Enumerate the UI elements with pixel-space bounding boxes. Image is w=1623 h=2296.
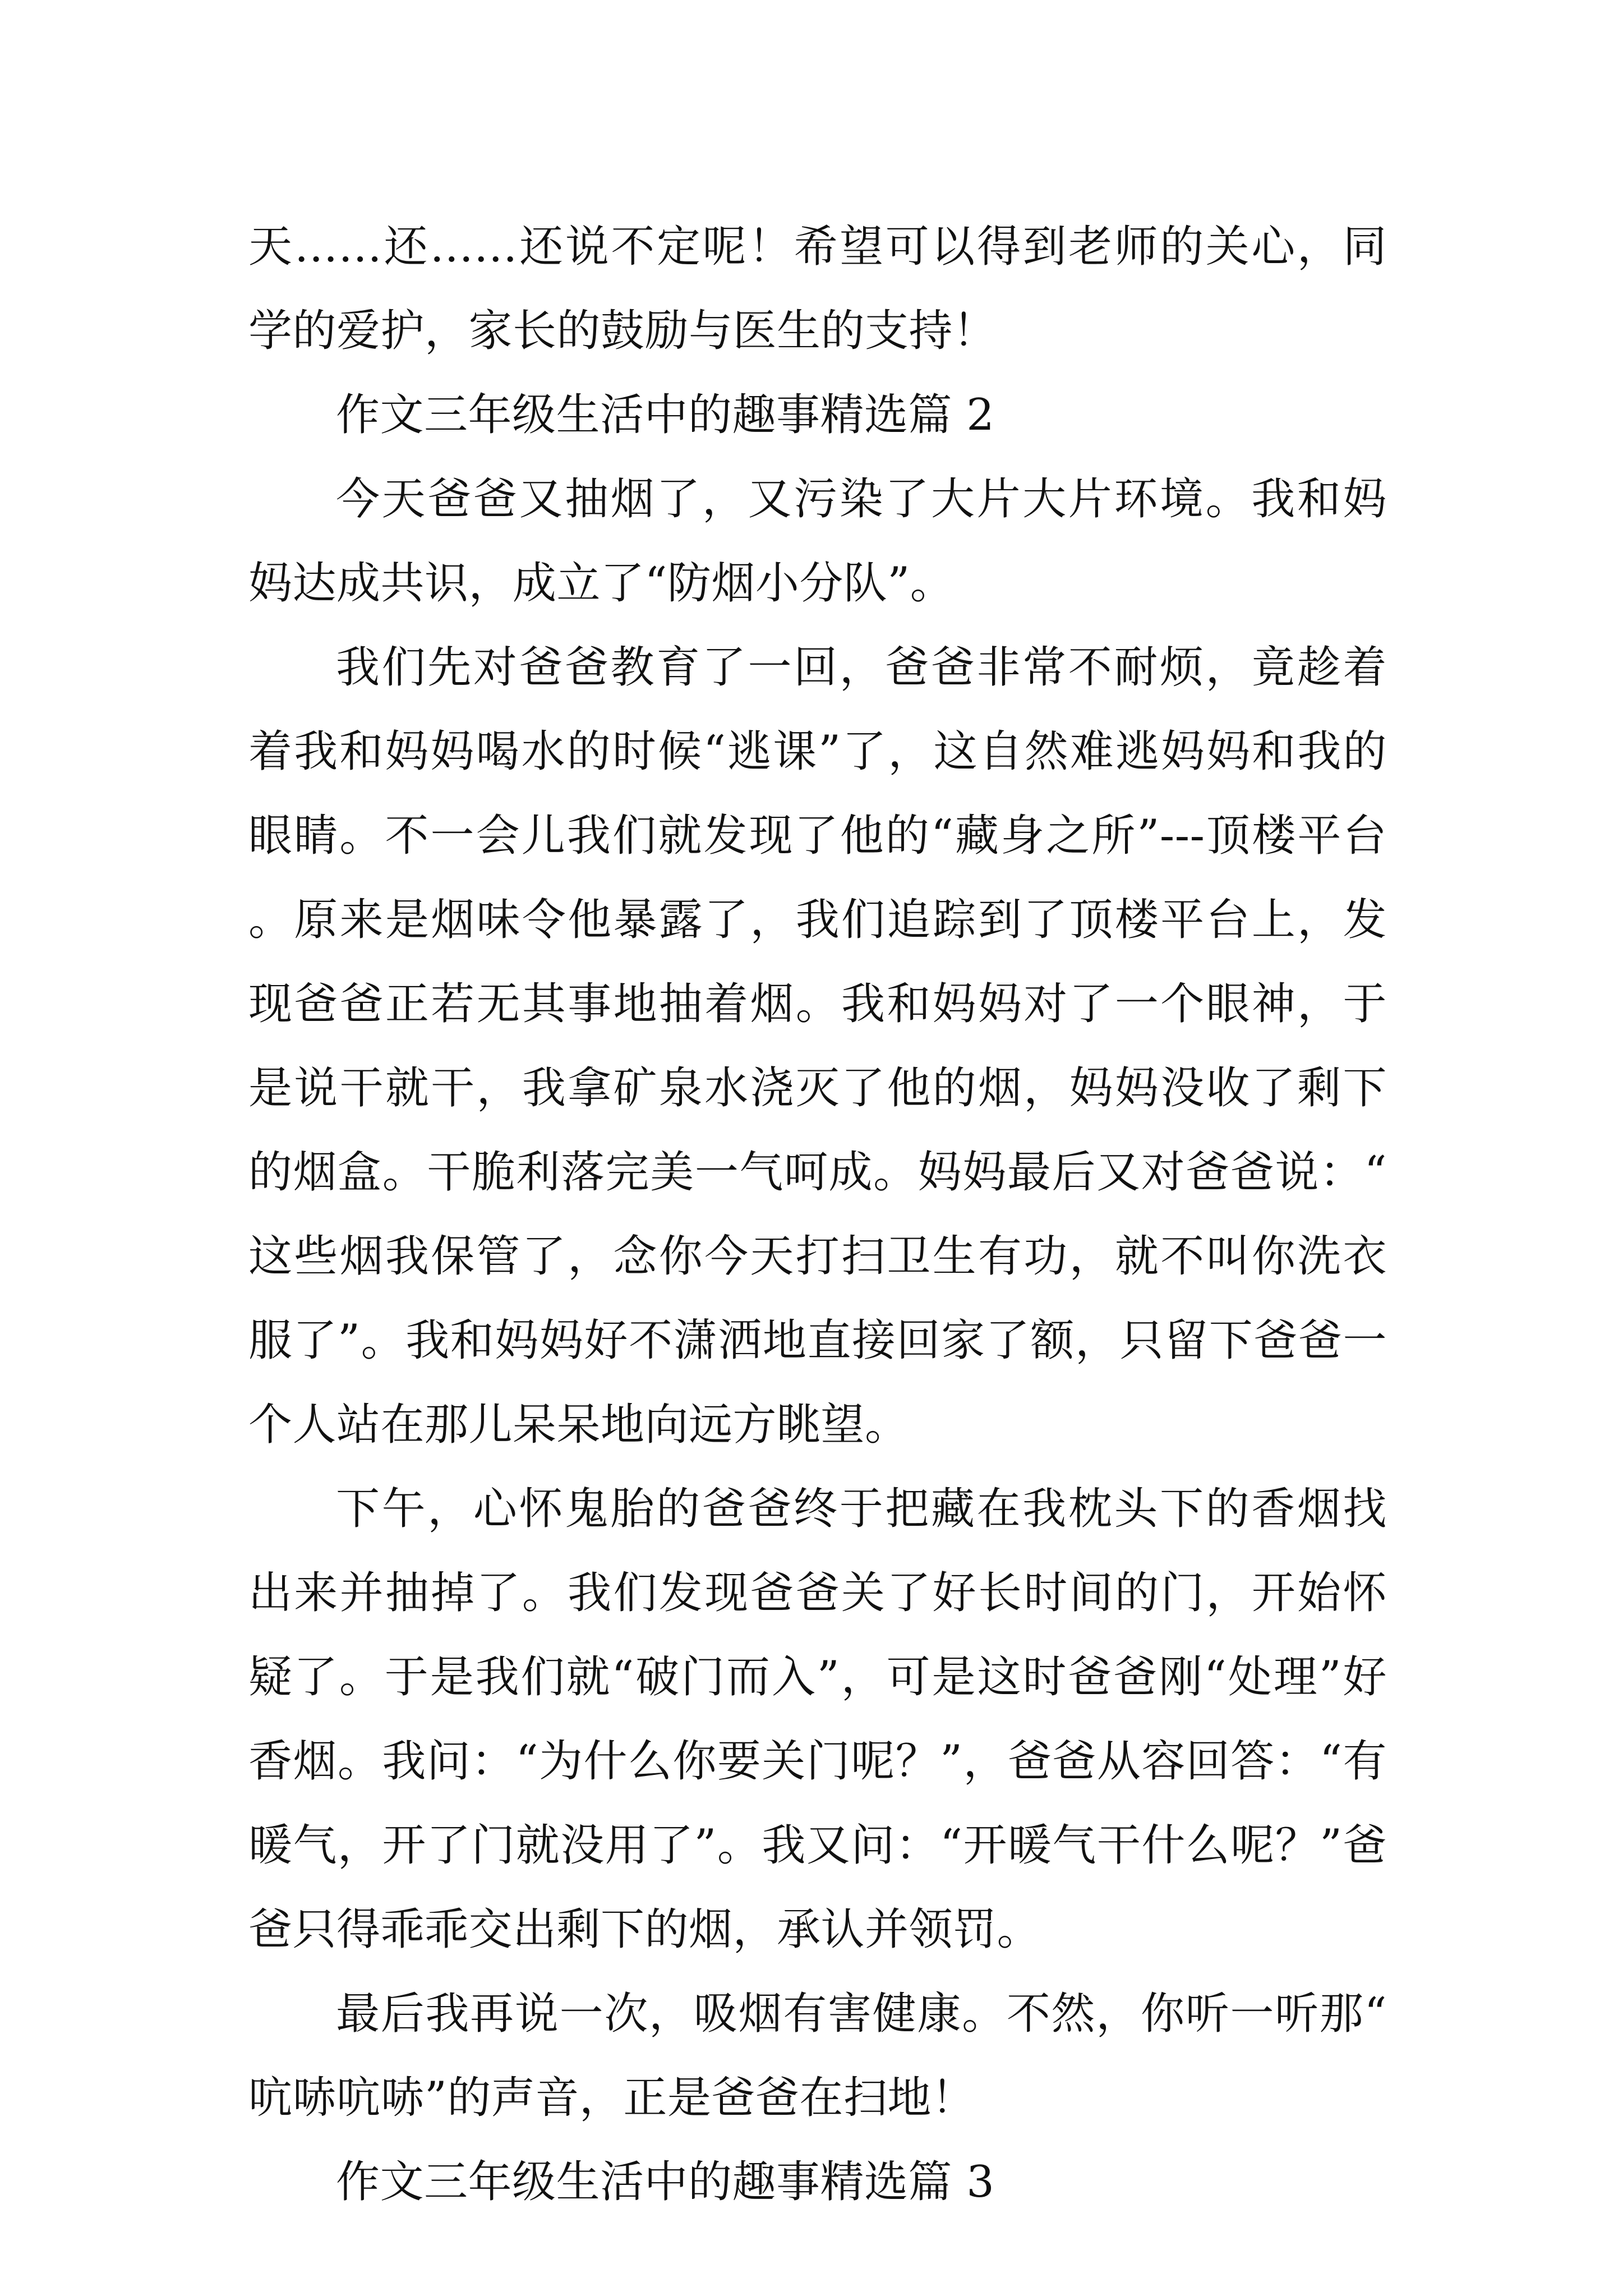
paragraph-continuation: 天……还……还说不定呢！希望可以得到老师的关心，同学的爱护，家长的鼓励与医生的支持！ (248, 222, 1387, 356)
section-heading-3: 作文三年级生活中的趣事精选篇 3 (336, 2157, 995, 2207)
document-body (248, 205, 1387, 2224)
section-heading-2: 作文三年级生活中的趣事精选篇 2 (336, 390, 995, 440)
paragraph: 今天爸爸又抽烟了，又污染了大片大片环境。我和妈妈达成共识，成立了“防烟小分队”。 (248, 474, 1387, 609)
paragraph: 最后我再说一次，吸烟有害健康。不然，你听一听那“吭哧吭哧”的声音，正是爸爸在扫地！ (248, 1989, 1387, 2123)
paragraph: 我们先对爸爸教育了一回，爸爸非常不耐烦，竟趁着着我和妈妈喝水的时候“逃课”了，这自然难逃妈妈和我的眼睛。不一会儿我们就发现了他的“藏身之所”---顶楼平台。原来是烟味令他暴露了，我们追踪到了顶楼平台上，发现爸爸正若无其事地抽着烟。我和妈妈对了一个眼神，于是说干就干，我拿矿泉水浇灭了他的烟，妈妈没收了剩下的烟盒。干脆利落完美一气呵成。妈妈最后又对爸爸说：“这些烟我保管了，念你今天打扫卫生有功，就不叫你洗衣服了”。我和妈妈好不潇洒地直接回家了额，只留下爸爸一个人站在那儿呆呆地向远方眺望。 (248, 642, 1387, 1450)
paragraph: 下午，心怀鬼胎的爸爸终于把藏在我枕头下的香烟找出来并抽掉了。我们发现爸爸关了好长时间的门，开始怀疑了。于是我们就“破门而入”，可是这时爸爸刚“处理”好香烟。我问：“为什么你要关门呢？”，爸爸从容回答：“有暖气，开了门就没用了”。我又问：“开暖气干什么呢？”爸爸只得乖乖交出剩下的烟，承认并领罚。 (248, 1484, 1387, 1955)
